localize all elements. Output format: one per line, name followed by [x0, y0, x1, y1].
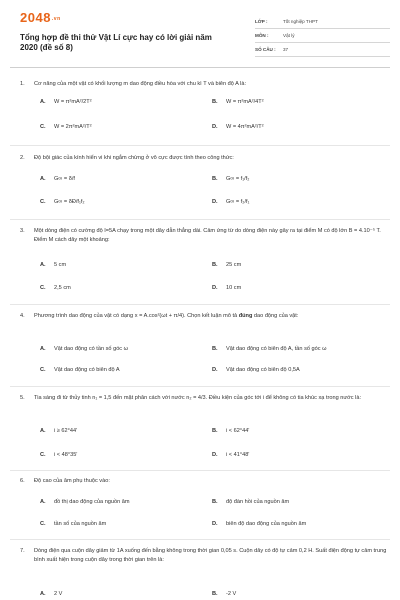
option-b[interactable]: B. i < 62°44′	[212, 428, 250, 434]
option-a[interactable]: A. G∞ = δ/f	[40, 176, 75, 182]
option-b[interactable]: B. độ đàn hồi của nguồn âm	[212, 499, 290, 505]
option-b[interactable]: B. -2 V	[212, 591, 237, 597]
option-a[interactable]: A. W = π²mA²/2T²	[40, 99, 92, 105]
option-d[interactable]: D. 10 cm	[212, 285, 242, 291]
option-d[interactable]: D. biên độ dao động của nguồn âm	[212, 521, 307, 527]
option-a[interactable]: A. i ≥ 62°44′	[40, 428, 78, 434]
question-text: Một dòng điện có cường độ I=5A chạy trong một dây dẫn thẳng dài. Cảm ứng từ do dòng điện này gây ra tại điểm M có độ lớn B = 4.10⁻⁵ T. Điểm M cách dây một khoảng:	[34, 228, 381, 243]
option-b[interactable]: B. G∞ = f₁/f₂	[212, 176, 250, 182]
option-c[interactable]: C. Vật dao động có biên độ A	[40, 367, 120, 373]
meta-socau-value: 37	[283, 47, 289, 52]
meta-lop	[255, 17, 390, 29]
brand-name: 2048	[20, 10, 51, 25]
brand-logo[interactable]	[20, 10, 61, 25]
meta-mon-value: Vật lý	[283, 33, 295, 38]
brand-suffix: .vn	[51, 15, 61, 22]
question-text: Phương trình dao động của vật có dạng x = A.cos²(ωt + π/4). Chọn kết luận mô tả đúng dao động của vật:	[34, 313, 299, 319]
question-number: 2.	[20, 155, 25, 161]
question-divider	[10, 386, 390, 387]
option-a[interactable]: A. 5 cm	[40, 262, 67, 268]
question-number: 1.	[20, 81, 25, 87]
header-divider	[10, 67, 390, 68]
question-text: Tia sáng đi từ thủy tinh n₁ = 1,5 đến mặt phân cách với nước n₂ = 4/3. Điều kiện của góc tới i để không có tia khúc xạ trong nước là:	[34, 395, 362, 401]
question-divider	[10, 304, 390, 305]
option-c[interactable]: C. G∞ = δĐ/f₁f₂	[40, 199, 85, 205]
question-number: 6.	[20, 478, 25, 484]
meta-lop-value: Tốt nghiệp THPT	[283, 19, 318, 24]
emphasis-text: đúng	[238, 313, 253, 319]
question-text: Độ bội giác của kính hiển vi khi ngắm chừng ở vô cực được tính theo công thức:	[34, 155, 234, 161]
question-divider	[10, 539, 390, 540]
option-c[interactable]: C. tần số của nguồn âm	[40, 521, 107, 527]
meta-mon	[255, 31, 390, 43]
option-b[interactable]: B. Vật dao động có biên độ A, tần số góc ω	[212, 346, 327, 352]
option-c[interactable]: C. W = 2π²mA²/T²	[40, 124, 92, 130]
option-a[interactable]: A. đồ thị dao động của nguồn âm	[40, 499, 130, 505]
question-divider	[10, 219, 390, 220]
question-number: 3.	[20, 228, 25, 234]
option-c[interactable]: C. 2,5 cm	[40, 285, 71, 291]
question-number: 4.	[20, 313, 25, 319]
question-text: Dòng điện qua cuộn dây giảm từ 1A xuống đến bằng không trong thời gian 0,05 s. Cuộn dây có độ tự cảm 0,2 H. Suất điện động tự cảm trung bình xuất hiện trong cuộn dây trong thời gian trên là:	[34, 548, 387, 563]
question-divider	[10, 470, 390, 471]
question-number: 5.	[20, 395, 25, 401]
question-text: Cơ năng của một vật có khối lượng m dao động điều hòa với chu kì T và biên độ A là:	[34, 81, 247, 87]
question-text: Độ cao của âm phụ thuộc vào:	[34, 478, 110, 484]
option-d[interactable]: D. Vật dao động có biên độ 0,5A	[212, 367, 300, 373]
option-d[interactable]: D. W = 4π²mA²/T²	[212, 124, 264, 130]
option-d[interactable]: D. i < 41°48′	[212, 452, 250, 458]
question-number: 7.	[20, 548, 25, 554]
meta-socau-label: SỐ CÂU :	[255, 47, 276, 52]
option-d[interactable]: D. G∞ = f₂/f₁	[212, 199, 250, 205]
meta-socau	[255, 45, 390, 57]
option-b[interactable]: B. 25 cm	[212, 262, 242, 268]
option-c[interactable]: C. i < 48°35′	[40, 452, 78, 458]
meta-lop-label: LỚP :	[255, 19, 268, 24]
option-a[interactable]: A. Vật dao động có tần số góc ω	[40, 346, 129, 352]
page-title: Tổng hợp đề thi thử Vật Lí cực hay có lời giải năm 2020 (đề số 8)	[20, 33, 212, 52]
option-b[interactable]: B. W = π²mA²/4T²	[212, 99, 264, 105]
meta-mon-label: MÔN :	[255, 33, 269, 38]
option-a[interactable]: A. 2 V	[40, 591, 63, 597]
question-divider	[10, 145, 390, 146]
